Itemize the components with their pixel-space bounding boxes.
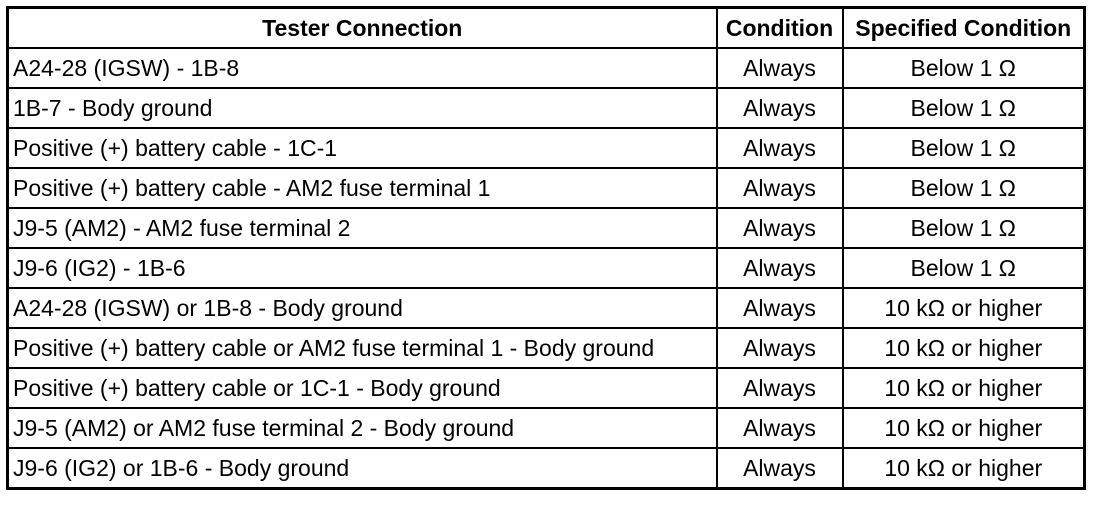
cell-tester-connection: A24-28 (IGSW) or 1B-8 - Body ground	[8, 288, 717, 328]
header-tester-connection: Tester Connection	[8, 8, 717, 49]
table-row	[8, 288, 1085, 328]
table-row	[8, 368, 1085, 408]
table-row	[8, 128, 1085, 168]
cell-tester-connection: Positive (+) battery cable or 1C-1 - Body ground	[8, 368, 717, 408]
table-row	[8, 168, 1085, 208]
table-row	[8, 208, 1085, 248]
cell-tester-connection: J9-6 (IG2) - 1B-6	[8, 248, 717, 288]
cell-tester-connection: 1B-7 - Body ground	[8, 88, 717, 128]
cell-tester-connection: J9-6 (IG2) or 1B-6 - Body ground	[8, 448, 717, 489]
cell-condition: Always	[717, 288, 843, 328]
cell-tester-connection: Positive (+) battery cable or AM2 fuse terminal 1 - Body ground	[8, 328, 717, 368]
cell-condition: Always	[717, 88, 843, 128]
cell-tester-connection: Positive (+) battery cable - AM2 fuse terminal 1	[8, 168, 717, 208]
cell-specified-condition: Below 1 Ω	[843, 248, 1085, 288]
cell-condition: Always	[717, 328, 843, 368]
cell-specified-condition: 10 kΩ or higher	[843, 448, 1085, 489]
header-specified-condition: Specified Condition	[843, 8, 1085, 49]
table-row	[8, 248, 1085, 288]
cell-tester-connection: J9-5 (AM2) or AM2 fuse terminal 2 - Body ground	[8, 408, 717, 448]
cell-condition: Always	[717, 448, 843, 489]
cell-condition: Always	[717, 408, 843, 448]
cell-specified-condition: Below 1 Ω	[843, 88, 1085, 128]
cell-specified-condition: Below 1 Ω	[843, 168, 1085, 208]
table-row	[8, 48, 1085, 88]
table-row	[8, 328, 1085, 368]
cell-specified-condition: Below 1 Ω	[843, 128, 1085, 168]
tester-connection-table	[6, 6, 1086, 490]
cell-tester-connection: A24-28 (IGSW) - 1B-8	[8, 48, 717, 88]
cell-specified-condition: Below 1 Ω	[843, 48, 1085, 88]
table-row	[8, 408, 1085, 448]
cell-specified-condition: 10 kΩ or higher	[843, 408, 1085, 448]
cell-specified-condition: 10 kΩ or higher	[843, 328, 1085, 368]
table-row	[8, 448, 1085, 489]
cell-condition: Always	[717, 128, 843, 168]
table-row	[8, 88, 1085, 128]
header-condition: Condition	[717, 8, 843, 49]
cell-condition: Always	[717, 48, 843, 88]
table-header-row	[8, 8, 1085, 49]
tester-connection-table-container	[6, 6, 1086, 490]
cell-specified-condition: Below 1 Ω	[843, 208, 1085, 248]
cell-condition: Always	[717, 208, 843, 248]
cell-tester-connection: J9-5 (AM2) - AM2 fuse terminal 2	[8, 208, 717, 248]
cell-condition: Always	[717, 168, 843, 208]
cell-tester-connection: Positive (+) battery cable - 1C-1	[8, 128, 717, 168]
cell-specified-condition: 10 kΩ or higher	[843, 288, 1085, 328]
cell-specified-condition: 10 kΩ or higher	[843, 368, 1085, 408]
cell-condition: Always	[717, 248, 843, 288]
cell-condition: Always	[717, 368, 843, 408]
